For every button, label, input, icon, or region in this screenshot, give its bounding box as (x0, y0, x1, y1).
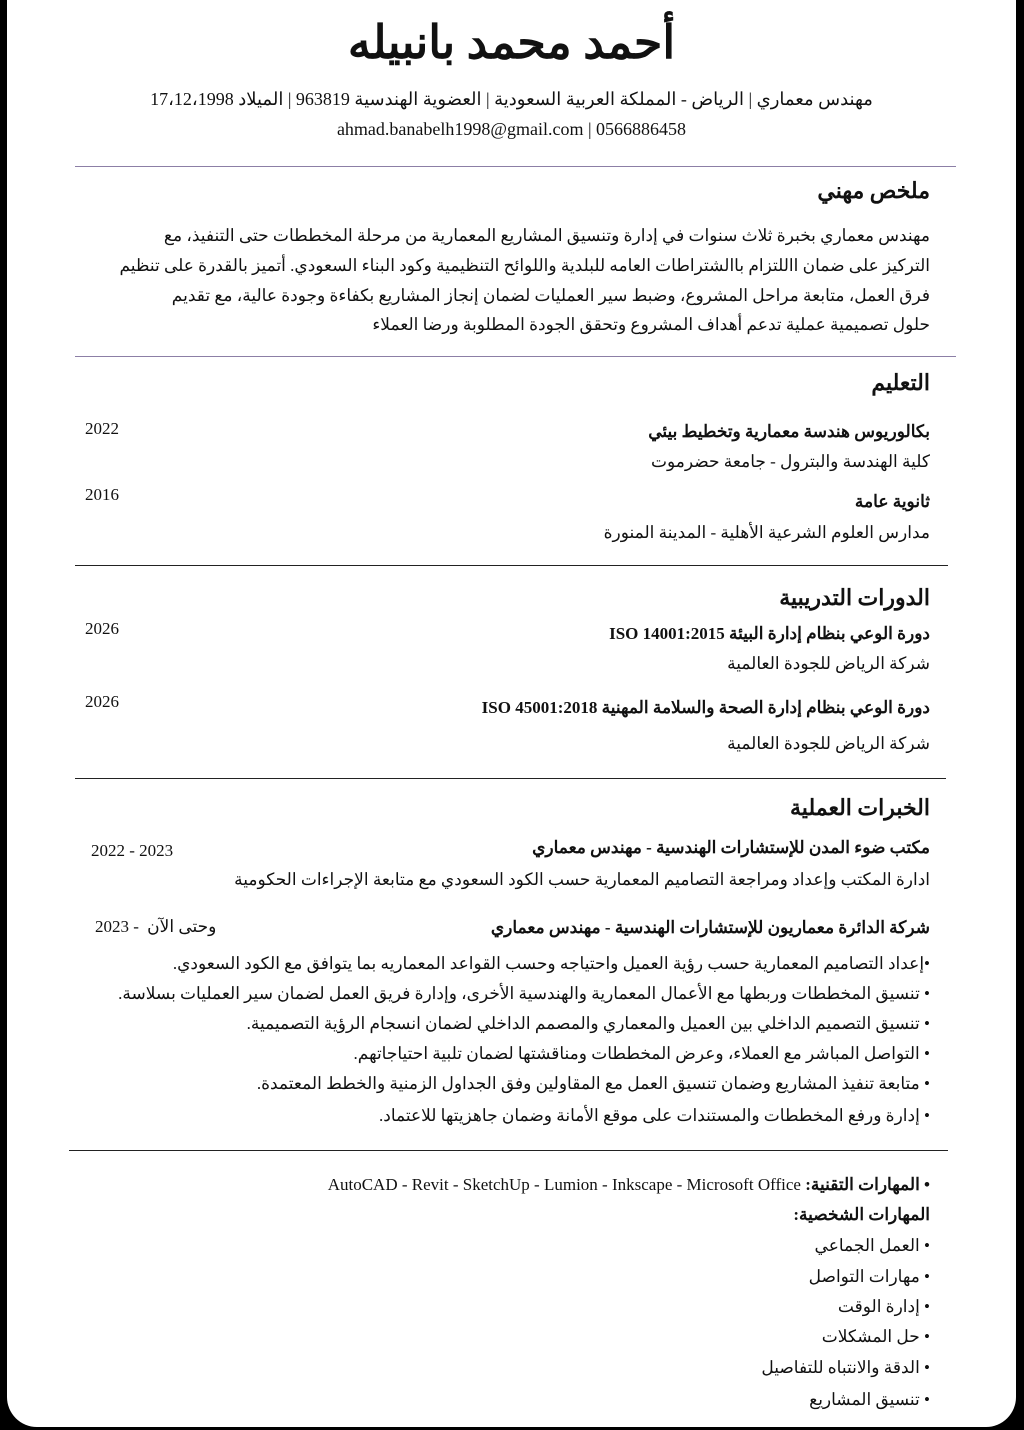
education-school: مدارس العلوم الشرعية الأهلية - المدينة المنورة (603, 523, 930, 542)
education-year: 2016 (85, 485, 119, 504)
job-bullet: • تنسيق التصميم الداخلي بين العميل والمعماري والمصمم الداخلي لضمان انسجام الرؤية التصميمية. (246, 1014, 930, 1033)
course-provider: شركة الرياض للجودة العالمية (727, 734, 930, 753)
course-name: دورة الوعي بنظام إدارة الصحة والسلامة المهنية ISO 45001:2018 (481, 698, 930, 717)
education-year: 2022 (85, 419, 119, 438)
summary-line: فرق العمل، متابعة مراحل المشروع، وضبط سير العمليات لضمان إنجاز المشاريع بكفاءة وجودة عالية، مع تقديم (171, 286, 930, 305)
personal-skill: • حل المشكلات (821, 1327, 930, 1346)
course-provider: شركة الرياض للجودة العالمية (727, 654, 930, 673)
divider (75, 778, 946, 779)
job-title: مكتب ضوء المدن للإستشارات الهندسية - مهندس معماري (532, 838, 930, 857)
summary-heading: ملخص مهني (817, 178, 930, 203)
job-title: شركة الدائرة معماريون للإستشارات الهندسية - مهندس معماري (490, 918, 930, 937)
job-period: 2022 - 2023 (91, 841, 174, 860)
divider (75, 356, 956, 357)
job-period-until: وحتى الآن (147, 917, 217, 936)
course-year: 2026 (85, 619, 119, 638)
experience-heading: الخبرات العملية (790, 795, 930, 820)
job-period (95, 918, 216, 935)
technical-skills (328, 1176, 930, 1193)
divider (75, 565, 948, 566)
personal-skill: • مهارات التواصل (808, 1267, 930, 1286)
education-degree: ثانوية عامة (854, 492, 930, 511)
job-bullet: • إدارة ورفع المخططات والمستندات على موقع الأمانة وضمان جاهزيتها للاعتماد. (379, 1106, 930, 1125)
candidate-name: أحمد محمد بانبيله (347, 17, 676, 68)
divider (69, 1150, 948, 1151)
technical-skills-value: AutoCAD - Revit - SketchUp - Lumion - Inkscape - Microsoft Office (327, 1175, 801, 1194)
header-subtitle: مهندس معماري | الرياض - المملكة العربية السعودية | العضوية الهندسية 963819 | الميلاد 17،12،1998 (150, 89, 873, 109)
job-bullet: • التواصل المباشر مع العملاء، وعرض المخططات ومناقشتها لضمان تلبية احتياجاتهم. (353, 1044, 930, 1063)
summary-line: حلول تصميمية عملية تدعم أهداف المشروع وتحقق الجودة المطلوبة ورضا العملاء (372, 315, 930, 334)
course-year: 2026 (85, 692, 119, 711)
job-bullet: •إعداد التصاميم المعمارية حسب رؤية العميل واحتياجه وحسب القواعد المعماريه بما يتوافق مع الكود السعودي. (172, 954, 930, 973)
education-degree: بكالوريوس هندسة معمارية وتخطيط بيئي (648, 422, 930, 441)
technical-skills-label: • المهارات التقنية: (805, 1175, 930, 1194)
job-period-start: 2023 - (95, 917, 139, 936)
job-bullet: • تنسيق المخططات وربطها مع الأعمال المعمارية والهندسية الأخرى، وإدارة فريق العمل لضمان سير العمليات بسلاسة. (118, 984, 930, 1003)
summary-line: مهندس معماري بخبرة ثلاث سنوات في إدارة وتنسيق المشاريع المعمارية من مرحلة المخططات حتى التنفيذ، مع (163, 226, 930, 245)
contact-line[interactable]: ahmad.banabelh1998@gmail.com | 0566886458 (336, 119, 687, 139)
courses-heading: الدورات التدريبية (779, 585, 930, 610)
personal-skill: • تنسيق المشاريع (809, 1390, 930, 1409)
personal-skill: • إدارة الوقت (837, 1297, 930, 1316)
resume-page (7, 0, 1016, 1427)
education-school: كلية الهندسة والبترول - جامعة حضرموت (651, 452, 930, 471)
divider (75, 166, 956, 167)
personal-skill: • العمل الجماعي (814, 1236, 930, 1255)
personal-skills-heading: المهارات الشخصية: (793, 1205, 930, 1224)
job-bullet: • متابعة تنفيذ المشاريع وضمان تنسيق العمل مع المقاولين وفق الجداول الزمنية والخطط المعتمدة. (256, 1074, 930, 1093)
course-name: دورة الوعي بنظام إدارة البيئة ISO 14001:2015 (609, 624, 930, 643)
personal-skill: • الدقة والانتباه للتفاصيل (761, 1358, 930, 1377)
job-description: ادارة المكتب وإعداد ومراجعة التصاميم المعمارية حسب الكود السعودي مع متابعة الإجراءات الحكومية (234, 870, 930, 889)
education-heading: التعليم (871, 370, 930, 395)
summary-line: التركيز على ضمان االلتزام باالشتراطات العامه للبلدية واللوائح التنظيمية وكود البناء السعودي. أتميز بالقدرة على تنظيم (119, 256, 930, 275)
